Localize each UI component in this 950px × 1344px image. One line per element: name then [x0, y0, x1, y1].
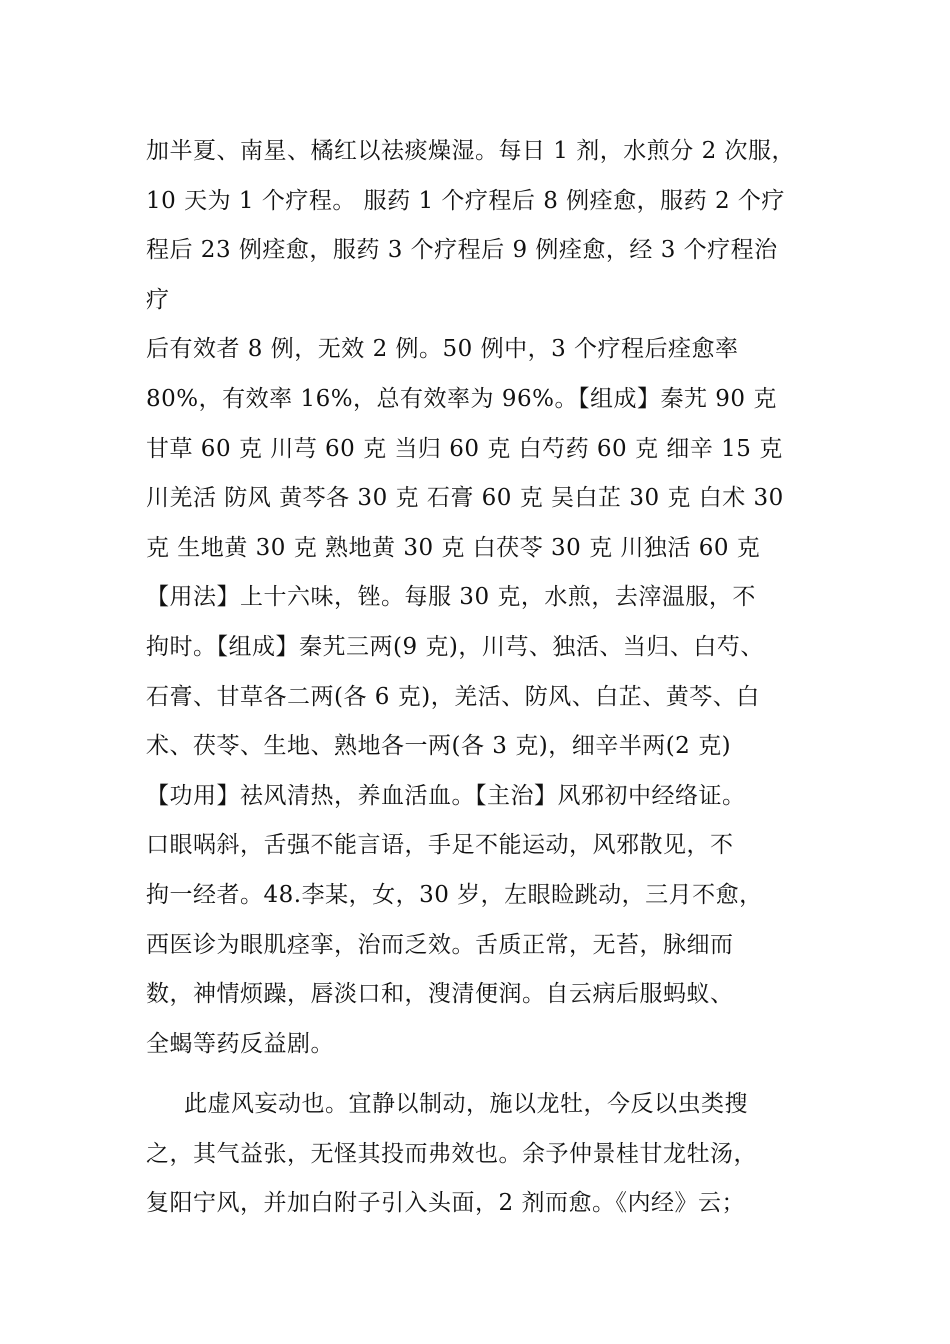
text-line: 甘草 60 克 川芎 60 克 当归 60 克 白芍药 60 克 细辛 15 克 — [146, 435, 783, 462]
text-line: 术、茯苓、生地、熟地各一两(各 3 克)，细辛半两(2 克) — [146, 733, 732, 760]
text-line: 克 生地黄 30 克 熟地黄 30 克 白茯苓 30 克 川独活 60 克 — [146, 534, 761, 561]
text-line: 口眼㖞斜，舌强不能言语，手足不能运动，风邪散见，不 — [146, 832, 734, 859]
text-line: 复阳宁风，并加白附子引入头面，2 剂而愈。《内经》云； — [146, 1190, 745, 1217]
text-line: 【用法】上十六味，锉。每服 30 克，水煎，去滓温服，不 — [146, 584, 756, 611]
text-line: 数，神情烦躁，唇淡口和，溲清便润。自云病后服蚂蚁、 — [146, 981, 734, 1008]
text-line: 西医诊为眼肌痉挛，治而乏效。舌质正常，无苔，脉细而 — [146, 931, 734, 958]
text-line: 拘一经者。48.李某，女，30 岁，左眼睑跳动，三月不愈， — [146, 881, 763, 908]
text-line: 加半夏、南星、橘红以祛痰燥湿。每日 1 剂，水煎分 2 次服， — [146, 138, 796, 164]
text-line: 80%，有效率 16%，总有效率为 96%。【组成】秦艽 90 克 — [146, 385, 777, 412]
text-line: 之，其气益张，无怪其投而弗效也。余予仲景桂甘龙牡汤， — [146, 1140, 757, 1167]
text-line: 全蝎等药反益剧。 — [146, 1030, 334, 1057]
text-line: 川羌活 防风 黄芩各 30 克 石膏 60 克 吴白芷 30 克 白术 30 — [146, 485, 784, 512]
text-line: 拘时。【组成】秦艽三两(9 克)，川芎、独活、当归、白芍、 — [146, 633, 764, 660]
text-line: 10 天为 1 个疗程。 服药 1 个疗程后 8 例痊愈，服药 2 个疗 — [146, 187, 785, 214]
paragraph-start-line: 此虚风妄动也。宜静以制动，施以龙牡，今反以虫类搜 — [184, 1091, 748, 1118]
text-line: 石膏、甘草各二两(各 6 克)，羌活、防风、白芷、黄芩、白 — [146, 683, 760, 710]
text-line: 【功用】祛风清热，养血活血。【主治】风邪初中经络证。 — [146, 782, 746, 809]
text-line: 程后 23 例痊愈，服药 3 个疗程后 9 例痊愈，经 3 个疗程治 — [146, 237, 778, 264]
text-line: 后有效者 8 例，无效 2 例。50 例中，3 个疗程后痊愈率 — [146, 336, 739, 363]
body-text — [146, 127, 836, 1229]
text-line: 疗 — [146, 286, 170, 313]
